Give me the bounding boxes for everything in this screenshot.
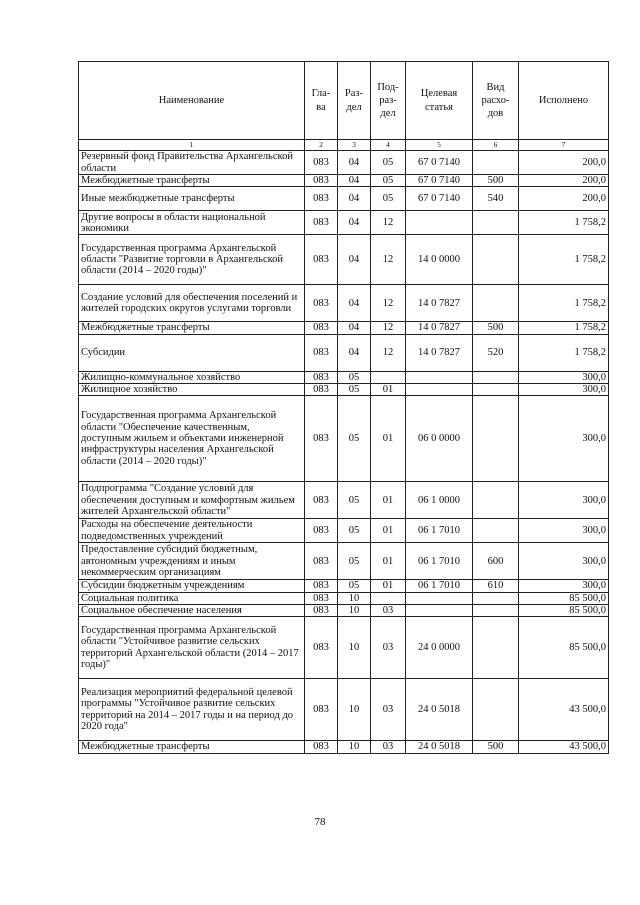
- header-subsection: Под- раз- дел: [371, 62, 406, 140]
- cell-name: Реализация мероприятий федеральной целевой программы "Устойчивое развитие сельских территорий на 2014 – 2017 годы и на период до 2020 года": [79, 679, 305, 741]
- cell-executed: 300,0: [519, 371, 609, 383]
- header-chapter: Гла- ва: [305, 62, 338, 140]
- cell-executed: 85 500,0: [519, 617, 609, 679]
- table-row: [79, 741, 609, 753]
- cell-target: 24 0 5018: [406, 741, 473, 753]
- cell-name: Государственная программа Архангельской области "Обеспечение качественным, доступным жильем и объектами инженерной инфраструктуры населения Архангельской области (2014 – 2020 годы)": [79, 396, 305, 482]
- cell-name: Субсидии бюджетным учреждениям: [79, 580, 305, 592]
- cell-expense-type: [473, 604, 519, 616]
- cell-expense-type: [473, 519, 519, 543]
- cell-subsection: [371, 592, 406, 604]
- cell-executed: 300,0: [519, 482, 609, 519]
- cell-subsection: 05: [371, 187, 406, 211]
- cell-section: 04: [338, 334, 371, 371]
- column-number: 3: [338, 140, 371, 151]
- cell-expense-type: [473, 482, 519, 519]
- cell-section: 04: [338, 285, 371, 322]
- column-number: 2: [305, 140, 338, 151]
- header-section: Раз- дел: [338, 62, 371, 140]
- cell-section: 04: [338, 187, 371, 211]
- cell-target: 14 0 7827: [406, 334, 473, 371]
- cell-expense-type: 500: [473, 741, 519, 753]
- cell-subsection: 03: [371, 741, 406, 753]
- cell-chapter: 083: [305, 187, 338, 211]
- table-row: [79, 334, 609, 371]
- cell-expense-type: 500: [473, 175, 519, 187]
- cell-executed: 300,0: [519, 396, 609, 482]
- cell-subsection: 01: [371, 383, 406, 395]
- cell-chapter: 083: [305, 543, 338, 580]
- cell-section: 10: [338, 617, 371, 679]
- cell-name: Межбюджетные трансферты: [79, 741, 305, 753]
- cell-name: Иные межбюджетные трансферты: [79, 187, 305, 211]
- cell-executed: 43 500,0: [519, 741, 609, 753]
- cell-subsection: 12: [371, 285, 406, 322]
- cell-subsection: 12: [371, 235, 406, 285]
- column-number: 5: [406, 140, 473, 151]
- cell-target: 06 0 0000: [406, 396, 473, 482]
- table-row: [79, 211, 609, 235]
- cell-section: 04: [338, 175, 371, 187]
- cell-target: [406, 604, 473, 616]
- cell-executed: 200,0: [519, 187, 609, 211]
- cell-chapter: 083: [305, 592, 338, 604]
- cell-target: 06 1 0000: [406, 482, 473, 519]
- column-number: 7: [519, 140, 609, 151]
- cell-target: [406, 211, 473, 235]
- cell-chapter: 083: [305, 175, 338, 187]
- cell-name: Межбюджетные трансферты: [79, 175, 305, 187]
- table-body: [79, 151, 609, 754]
- cell-section: 10: [338, 741, 371, 753]
- cell-section: 10: [338, 679, 371, 741]
- budget-table: [78, 61, 609, 754]
- cell-expense-type: 500: [473, 322, 519, 334]
- cell-chapter: 083: [305, 211, 338, 235]
- cell-name: Межбюджетные трансферты: [79, 322, 305, 334]
- cell-expense-type: [473, 383, 519, 395]
- cell-section: 04: [338, 322, 371, 334]
- cell-expense-type: [473, 371, 519, 383]
- cell-executed: 85 500,0: [519, 592, 609, 604]
- page-number: 78: [314, 816, 326, 828]
- cell-chapter: 083: [305, 580, 338, 592]
- cell-chapter: 083: [305, 334, 338, 371]
- cell-target: 67 0 7140: [406, 151, 473, 175]
- cell-section: 05: [338, 383, 371, 395]
- cell-target: 06 1 7010: [406, 580, 473, 592]
- table-row: [79, 679, 609, 741]
- cell-target: 67 0 7140: [406, 175, 473, 187]
- cell-expense-type: [473, 151, 519, 175]
- cell-name: Жилищно-коммунальное хозяйство: [79, 371, 305, 383]
- cell-name: Государственная программа Архангельской области "Устойчивое развитие сельских территорий Архангельской области (2014 – 2017 годы)": [79, 617, 305, 679]
- cell-chapter: 083: [305, 519, 338, 543]
- cell-expense-type: 540: [473, 187, 519, 211]
- cell-expense-type: [473, 396, 519, 482]
- cell-chapter: 083: [305, 617, 338, 679]
- cell-subsection: 05: [371, 151, 406, 175]
- cell-subsection: 12: [371, 334, 406, 371]
- cell-name: Социальная политика: [79, 592, 305, 604]
- cell-section: 04: [338, 151, 371, 175]
- table-row: [79, 285, 609, 322]
- cell-executed: 200,0: [519, 151, 609, 175]
- cell-subsection: 01: [371, 482, 406, 519]
- table-row: [79, 592, 609, 604]
- cell-subsection: 03: [371, 617, 406, 679]
- table-row: [79, 396, 609, 482]
- cell-name: Государственная программа Архангельской области "Развитие торговли в Архангельской области (2014 – 2020 годы)": [79, 235, 305, 285]
- cell-chapter: 083: [305, 679, 338, 741]
- table-row: [79, 187, 609, 211]
- cell-target: 24 0 0000: [406, 617, 473, 679]
- cell-chapter: 083: [305, 741, 338, 753]
- table-row: [79, 235, 609, 285]
- cell-name: Предоставление субсидий бюджетным, автономным учреждениям и иным некоммерческим организациям: [79, 543, 305, 580]
- cell-executed: 1 758,2: [519, 322, 609, 334]
- cell-target: 06 1 7010: [406, 543, 473, 580]
- column-number: 6: [473, 140, 519, 151]
- cell-executed: 85 500,0: [519, 604, 609, 616]
- cell-name: Подпрограмма "Создание условий для обеспечения доступным и комфортным жильем жителей Архангельской области": [79, 482, 305, 519]
- table-row: [79, 617, 609, 679]
- cell-subsection: 12: [371, 211, 406, 235]
- cell-expense-type: [473, 211, 519, 235]
- cell-target: 14 0 7827: [406, 322, 473, 334]
- cell-executed: 300,0: [519, 580, 609, 592]
- cell-name: Другие вопросы в области национальной экономики: [79, 211, 305, 235]
- table-row: [79, 151, 609, 175]
- cell-subsection: 03: [371, 604, 406, 616]
- table-row: [79, 604, 609, 616]
- cell-expense-type: [473, 235, 519, 285]
- cell-executed: 1 758,2: [519, 285, 609, 322]
- cell-executed: 200,0: [519, 175, 609, 187]
- cell-target: 24 0 5018: [406, 679, 473, 741]
- cell-chapter: 083: [305, 371, 338, 383]
- cell-subsection: 01: [371, 396, 406, 482]
- cell-expense-type: 600: [473, 543, 519, 580]
- cell-executed: 1 758,2: [519, 334, 609, 371]
- cell-executed: 1 758,2: [519, 211, 609, 235]
- cell-section: 05: [338, 396, 371, 482]
- cell-name: Создание условий для обеспечения поселений и жителей городских округов услугами торговли: [79, 285, 305, 322]
- cell-section: 05: [338, 371, 371, 383]
- cell-subsection: 12: [371, 322, 406, 334]
- cell-subsection: 01: [371, 519, 406, 543]
- cell-name: Расходы на обеспечение деятельности подведомственных учреждений: [79, 519, 305, 543]
- header-executed: Исполнено: [519, 62, 609, 140]
- header-name: Наименование: [79, 62, 305, 140]
- cell-chapter: 083: [305, 322, 338, 334]
- cell-chapter: 083: [305, 482, 338, 519]
- header-row: [79, 62, 609, 140]
- header-expense-type: Вид расхо- дов: [473, 62, 519, 140]
- column-number-row: [79, 140, 609, 151]
- cell-section: 04: [338, 211, 371, 235]
- cell-expense-type: [473, 592, 519, 604]
- cell-section: 05: [338, 580, 371, 592]
- cell-chapter: 083: [305, 285, 338, 322]
- cell-subsection: 01: [371, 543, 406, 580]
- cell-target: [406, 592, 473, 604]
- cell-section: 04: [338, 235, 371, 285]
- cell-chapter: 083: [305, 151, 338, 175]
- column-number: 1: [79, 140, 305, 151]
- table-row: [79, 519, 609, 543]
- cell-expense-type: 520: [473, 334, 519, 371]
- cell-section: 05: [338, 482, 371, 519]
- cell-name: Социальное обеспечение населения: [79, 604, 305, 616]
- table-row: [79, 580, 609, 592]
- cell-subsection: 03: [371, 679, 406, 741]
- cell-name: Субсидии: [79, 334, 305, 371]
- cell-section: 10: [338, 604, 371, 616]
- cell-section: 05: [338, 519, 371, 543]
- cell-name: Жилищное хозяйство: [79, 383, 305, 395]
- cell-section: 05: [338, 543, 371, 580]
- cell-executed: 300,0: [519, 519, 609, 543]
- cell-chapter: 083: [305, 235, 338, 285]
- header-target: Целевая статья: [406, 62, 473, 140]
- cell-section: 10: [338, 592, 371, 604]
- cell-expense-type: [473, 617, 519, 679]
- cell-target: [406, 371, 473, 383]
- table-row: [79, 371, 609, 383]
- table-row: [79, 175, 609, 187]
- table-row: [79, 482, 609, 519]
- cell-executed: 300,0: [519, 383, 609, 395]
- cell-target: [406, 383, 473, 395]
- column-number: 4: [371, 140, 406, 151]
- cell-chapter: 083: [305, 604, 338, 616]
- cell-chapter: 083: [305, 383, 338, 395]
- cell-subsection: [371, 371, 406, 383]
- cell-target: 67 0 7140: [406, 187, 473, 211]
- cell-chapter: 083: [305, 396, 338, 482]
- table-row: [79, 322, 609, 334]
- cell-expense-type: [473, 285, 519, 322]
- table-row: [79, 543, 609, 580]
- cell-name: Резервный фонд Правительства Архангельской области: [79, 151, 305, 175]
- cell-target: 06 1 7010: [406, 519, 473, 543]
- cell-executed: 1 758,2: [519, 235, 609, 285]
- cell-target: 14 0 7827: [406, 285, 473, 322]
- cell-subsection: 05: [371, 175, 406, 187]
- cell-executed: 43 500,0: [519, 679, 609, 741]
- cell-target: 14 0 0000: [406, 235, 473, 285]
- cell-subsection: 01: [371, 580, 406, 592]
- cell-executed: 300,0: [519, 543, 609, 580]
- cell-expense-type: 610: [473, 580, 519, 592]
- cell-expense-type: [473, 679, 519, 741]
- table-row: [79, 383, 609, 395]
